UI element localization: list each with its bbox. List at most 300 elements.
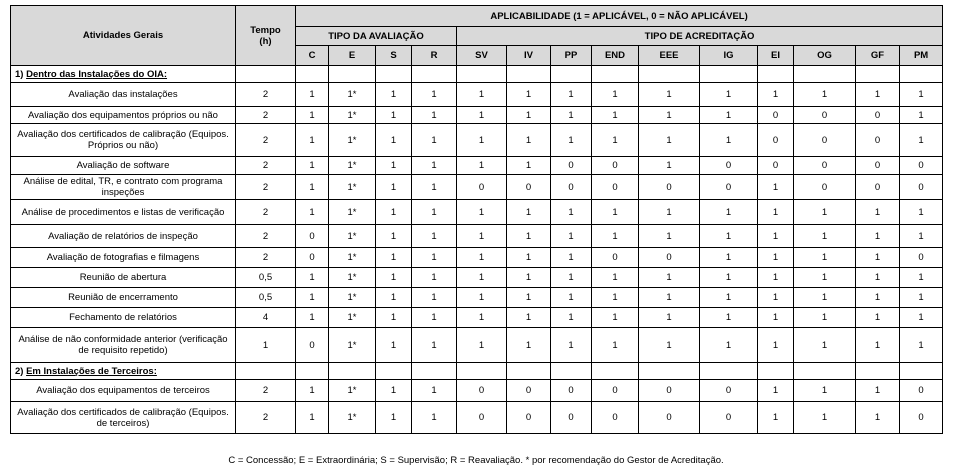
accred-cell: 1 xyxy=(700,268,758,288)
activity-cell: Avaliação de relatórios de inspeção xyxy=(11,225,236,248)
accred-cell: 0 xyxy=(700,157,758,175)
accred-cell: 1 xyxy=(551,268,592,288)
section-title-cell xyxy=(11,66,236,83)
accred-cell: 1 xyxy=(457,107,507,124)
accred-col-header: IG xyxy=(700,46,758,66)
table-row xyxy=(11,83,943,107)
activity-cell: Avaliação dos equipamentos de terceiros xyxy=(11,380,236,402)
activity-cell: Análise de procedimentos e listas de verificação xyxy=(11,200,236,225)
eval-cell: 1 xyxy=(376,107,412,124)
accred-cell: 1 xyxy=(856,288,900,308)
accred-cell: 1 xyxy=(758,175,794,200)
accred-cell: 1 xyxy=(900,328,943,363)
time-cell: 2 xyxy=(236,380,296,402)
activity-cell: Fechamento de relatórios xyxy=(11,308,236,328)
time-cell: 2 xyxy=(236,107,296,124)
activity-cell: Avaliação de fotografias e filmagens xyxy=(11,248,236,268)
accred-cell: 1 xyxy=(507,308,551,328)
accred-cell: 1 xyxy=(639,268,700,288)
accred-cell: 1 xyxy=(758,402,794,434)
empty-cell xyxy=(551,66,592,83)
time-cell: 0,5 xyxy=(236,268,296,288)
eval-cell: 1 xyxy=(296,288,329,308)
eval-cell: 1* xyxy=(329,402,376,434)
activity-cell: Reunião de encerramento xyxy=(11,288,236,308)
accred-col-header: SV xyxy=(457,46,507,66)
accred-cell: 1 xyxy=(507,83,551,107)
accred-cell: 1 xyxy=(507,268,551,288)
accred-cell: 0 xyxy=(856,107,900,124)
accred-cell: 1 xyxy=(794,402,856,434)
empty-cell xyxy=(376,363,412,380)
accred-cell: 1 xyxy=(856,268,900,288)
accred-cell: 1 xyxy=(758,328,794,363)
accred-cell: 0 xyxy=(592,157,639,175)
accred-cell: 1 xyxy=(639,225,700,248)
time-cell: 2 xyxy=(236,248,296,268)
accred-cell: 1 xyxy=(507,288,551,308)
accred-cell: 1 xyxy=(900,124,943,157)
header-applicability: APLICABILIDADE (1 = APLICÁVEL, 0 = NÃO APLICÁVEL) xyxy=(296,6,943,27)
accred-cell: 1 xyxy=(856,328,900,363)
accred-cell: 1 xyxy=(639,200,700,225)
eval-cell: 1* xyxy=(329,328,376,363)
accred-cell: 1 xyxy=(457,308,507,328)
accred-cell: 0 xyxy=(592,248,639,268)
accred-cell: 0 xyxy=(758,124,794,157)
accred-cell: 1 xyxy=(758,268,794,288)
accred-cell: 1 xyxy=(551,107,592,124)
accred-cell: 1 xyxy=(900,200,943,225)
section-number: 1) xyxy=(15,68,24,80)
accred-cell: 0 xyxy=(639,402,700,434)
eval-cell: 1 xyxy=(412,124,457,157)
eval-cell: 1 xyxy=(376,288,412,308)
accred-cell: 1 xyxy=(592,288,639,308)
accred-cell: 0 xyxy=(856,124,900,157)
accred-cell: 1 xyxy=(700,308,758,328)
accred-cell: 1 xyxy=(794,308,856,328)
table-row xyxy=(11,268,943,288)
accred-cell: 1 xyxy=(507,124,551,157)
accred-cell: 1 xyxy=(700,200,758,225)
activity-cell: Avaliação dos certificados de calibração (Equipos. de terceiros) xyxy=(11,402,236,434)
eval-cell: 1* xyxy=(329,288,376,308)
accred-cell: 0 xyxy=(794,107,856,124)
eval-cell: 1 xyxy=(296,402,329,434)
eval-cell: 1 xyxy=(412,308,457,328)
eval-col-header: S xyxy=(376,46,412,66)
accred-cell: 0 xyxy=(592,402,639,434)
activity-cell: Reunião de abertura xyxy=(11,268,236,288)
time-cell: 4 xyxy=(236,308,296,328)
accred-cell: 0 xyxy=(856,175,900,200)
eval-cell: 1 xyxy=(296,380,329,402)
accred-cell: 0 xyxy=(758,107,794,124)
accred-cell: 1 xyxy=(592,124,639,157)
header-time xyxy=(236,6,296,66)
accred-cell: 1 xyxy=(639,308,700,328)
eval-cell: 1 xyxy=(296,107,329,124)
eval-cell: 0 xyxy=(296,328,329,363)
accred-cell: 1 xyxy=(900,288,943,308)
accred-cell: 1 xyxy=(856,225,900,248)
accred-cell: 1 xyxy=(592,268,639,288)
accred-cell: 1 xyxy=(639,288,700,308)
accred-cell: 1 xyxy=(900,83,943,107)
eval-cell: 1 xyxy=(376,83,412,107)
activity-cell: Análise de não conformidade anterior (verificação de requisito repetido) xyxy=(11,328,236,363)
empty-cell xyxy=(329,363,376,380)
table-row xyxy=(11,248,943,268)
eval-col-header: E xyxy=(329,46,376,66)
accred-cell: 0 xyxy=(507,380,551,402)
eval-cell: 1 xyxy=(376,225,412,248)
accred-cell: 1 xyxy=(700,225,758,248)
eval-cell: 1 xyxy=(296,157,329,175)
eval-cell: 1* xyxy=(329,175,376,200)
eval-cell: 1 xyxy=(296,83,329,107)
eval-cell: 1 xyxy=(376,402,412,434)
eval-cell: 1* xyxy=(329,268,376,288)
accred-cell: 0 xyxy=(551,157,592,175)
accred-cell: 1 xyxy=(457,225,507,248)
accred-cell: 1 xyxy=(794,288,856,308)
empty-cell xyxy=(639,66,700,83)
empty-cell xyxy=(592,363,639,380)
accred-col-header: IV xyxy=(507,46,551,66)
accred-cell: 0 xyxy=(507,175,551,200)
eval-cell: 1* xyxy=(329,200,376,225)
accred-cell: 1 xyxy=(457,83,507,107)
accred-cell: 1 xyxy=(457,288,507,308)
time-cell: 2 xyxy=(236,157,296,175)
eval-cell: 1 xyxy=(376,380,412,402)
activity-cell: Análise de edital, TR, e contrato com programa inspeções xyxy=(11,175,236,200)
empty-cell xyxy=(236,363,296,380)
accred-cell: 1 xyxy=(758,200,794,225)
accred-cell: 1 xyxy=(507,157,551,175)
accred-cell: 1 xyxy=(758,380,794,402)
accred-cell: 1 xyxy=(856,248,900,268)
eval-cell: 1 xyxy=(412,288,457,308)
activity-cell: Avaliação de software xyxy=(11,157,236,175)
accred-cell: 0 xyxy=(700,175,758,200)
accred-col-header: EI xyxy=(758,46,794,66)
eval-cell: 1 xyxy=(412,200,457,225)
empty-cell xyxy=(900,66,943,83)
accred-cell: 0 xyxy=(457,175,507,200)
accred-cell: 1 xyxy=(639,157,700,175)
accred-cell: 1 xyxy=(551,328,592,363)
eval-cell: 1 xyxy=(412,402,457,434)
table-row xyxy=(11,288,943,308)
accred-cell: 1 xyxy=(794,328,856,363)
table-row xyxy=(11,200,943,225)
accred-cell: 1 xyxy=(551,200,592,225)
eval-cell: 1* xyxy=(329,248,376,268)
eval-cell: 1* xyxy=(329,124,376,157)
accred-cell: 0 xyxy=(457,402,507,434)
empty-cell xyxy=(592,66,639,83)
empty-cell xyxy=(700,66,758,83)
accred-col-header: EEE xyxy=(639,46,700,66)
accred-cell: 1 xyxy=(639,83,700,107)
eval-cell: 0 xyxy=(296,248,329,268)
table-row xyxy=(11,380,943,402)
accred-cell: 1 xyxy=(794,248,856,268)
accred-cell: 1 xyxy=(592,225,639,248)
accred-cell: 1 xyxy=(507,200,551,225)
eval-cell: 1* xyxy=(329,308,376,328)
table-row xyxy=(11,107,943,124)
accred-cell: 1 xyxy=(592,328,639,363)
eval-cell: 1* xyxy=(329,107,376,124)
empty-cell xyxy=(457,66,507,83)
eval-cell: 1 xyxy=(296,124,329,157)
accred-cell: 0 xyxy=(551,175,592,200)
empty-cell xyxy=(507,363,551,380)
accred-cell: 1 xyxy=(639,107,700,124)
accred-cell: 1 xyxy=(457,248,507,268)
time-cell: 0,5 xyxy=(236,288,296,308)
empty-cell xyxy=(900,363,943,380)
time-cell: 2 xyxy=(236,83,296,107)
accred-cell: 1 xyxy=(794,225,856,248)
accred-cell: 1 xyxy=(551,83,592,107)
eval-cell: 1 xyxy=(412,83,457,107)
accred-cell: 1 xyxy=(900,225,943,248)
table-row xyxy=(11,175,943,200)
accred-cell: 1 xyxy=(794,268,856,288)
empty-cell xyxy=(551,363,592,380)
time-cell: 1 xyxy=(236,328,296,363)
table-row xyxy=(11,308,943,328)
time-cell: 2 xyxy=(236,225,296,248)
accred-cell: 1 xyxy=(700,248,758,268)
accred-cell: 1 xyxy=(507,225,551,248)
accred-cell: 1 xyxy=(700,328,758,363)
empty-cell xyxy=(639,363,700,380)
accred-cell: 1 xyxy=(551,124,592,157)
eval-cell: 1 xyxy=(376,308,412,328)
empty-cell xyxy=(236,66,296,83)
accred-cell: 1 xyxy=(507,328,551,363)
accred-cell: 0 xyxy=(639,380,700,402)
accred-cell: 1 xyxy=(457,200,507,225)
accred-cell: 1 xyxy=(900,268,943,288)
accred-cell: 1 xyxy=(700,83,758,107)
table-body xyxy=(11,66,943,434)
accred-cell: 0 xyxy=(758,157,794,175)
accred-cell: 0 xyxy=(794,175,856,200)
accred-cell: 1 xyxy=(592,83,639,107)
empty-cell xyxy=(296,66,329,83)
header-eval-type: TIPO DA AVALIAÇÃO xyxy=(296,27,457,46)
time-cell: 2 xyxy=(236,124,296,157)
section-title: Dentro das Instalações do OIA: xyxy=(26,68,168,80)
eval-col-header: C xyxy=(296,46,329,66)
accred-cell: 1 xyxy=(856,402,900,434)
empty-cell xyxy=(794,66,856,83)
accred-cell: 1 xyxy=(758,83,794,107)
accred-cell: 0 xyxy=(592,175,639,200)
accred-cell: 0 xyxy=(639,248,700,268)
accred-cell: 0 xyxy=(900,175,943,200)
empty-cell xyxy=(296,363,329,380)
eval-cell: 0 xyxy=(296,225,329,248)
accred-col-header: OG xyxy=(794,46,856,66)
eval-cell: 1 xyxy=(412,175,457,200)
eval-col-header: R xyxy=(412,46,457,66)
empty-cell xyxy=(856,66,900,83)
accred-cell: 1 xyxy=(507,248,551,268)
accred-cell: 1 xyxy=(457,328,507,363)
header-accred-type: TIPO DE ACREDITAÇÃO xyxy=(457,27,943,46)
empty-cell xyxy=(376,66,412,83)
eval-cell: 1 xyxy=(412,157,457,175)
accred-col-header: END xyxy=(592,46,639,66)
accred-cell: 1 xyxy=(457,157,507,175)
accred-cell: 0 xyxy=(900,157,943,175)
empty-cell xyxy=(758,363,794,380)
accred-cell: 1 xyxy=(856,308,900,328)
activity-cell: Avaliação dos certificados de calibração (Equipos. Próprios ou não) xyxy=(11,124,236,157)
table-row xyxy=(11,157,943,175)
table-row xyxy=(11,328,943,363)
accred-col-header: GF xyxy=(856,46,900,66)
eval-cell: 1* xyxy=(329,380,376,402)
accred-cell: 1 xyxy=(758,248,794,268)
empty-cell xyxy=(794,363,856,380)
time-cell: 2 xyxy=(236,200,296,225)
accred-cell: 1 xyxy=(758,225,794,248)
accred-cell: 0 xyxy=(507,402,551,434)
activity-cell: Avaliação dos equipamentos próprios ou não xyxy=(11,107,236,124)
accred-cell: 1 xyxy=(856,380,900,402)
accred-cell: 1 xyxy=(900,107,943,124)
accred-cell: 0 xyxy=(592,380,639,402)
accred-cell: 1 xyxy=(856,83,900,107)
eval-cell: 1 xyxy=(376,200,412,225)
accred-cell: 0 xyxy=(794,124,856,157)
accred-cell: 1 xyxy=(592,107,639,124)
accred-cell: 0 xyxy=(457,380,507,402)
eval-cell: 1 xyxy=(412,248,457,268)
empty-cell xyxy=(457,363,507,380)
accred-cell: 0 xyxy=(639,175,700,200)
empty-cell xyxy=(758,66,794,83)
empty-cell xyxy=(329,66,376,83)
applicability-table-wrapper xyxy=(10,5,943,434)
eval-cell: 1 xyxy=(376,157,412,175)
accred-cell: 1 xyxy=(758,308,794,328)
accred-cell: 1 xyxy=(507,107,551,124)
eval-cell: 1 xyxy=(376,268,412,288)
eval-cell: 1 xyxy=(296,308,329,328)
accred-cell: 1 xyxy=(700,107,758,124)
accred-cell: 0 xyxy=(551,380,592,402)
eval-cell: 1 xyxy=(296,268,329,288)
accred-cell: 0 xyxy=(700,402,758,434)
accred-cell: 1 xyxy=(639,328,700,363)
accred-cell: 1 xyxy=(794,200,856,225)
accred-cell: 0 xyxy=(900,380,943,402)
accred-cell: 1 xyxy=(592,200,639,225)
eval-cell: 1 xyxy=(412,107,457,124)
empty-cell xyxy=(700,363,758,380)
accred-cell: 0 xyxy=(900,248,943,268)
accred-cell: 0 xyxy=(700,380,758,402)
accred-col-header: PM xyxy=(900,46,943,66)
empty-cell xyxy=(856,363,900,380)
accred-cell: 0 xyxy=(551,402,592,434)
accred-cell: 1 xyxy=(700,288,758,308)
section-row xyxy=(11,363,943,380)
time-cell: 2 xyxy=(236,402,296,434)
eval-cell: 1* xyxy=(329,157,376,175)
eval-cell: 1 xyxy=(296,200,329,225)
applicability-table xyxy=(10,5,943,434)
accred-cell: 1 xyxy=(856,200,900,225)
eval-cell: 1 xyxy=(296,175,329,200)
accred-cell: 1 xyxy=(551,308,592,328)
accred-cell: 1 xyxy=(457,124,507,157)
accred-cell: 0 xyxy=(794,157,856,175)
header-time-unit: (h) xyxy=(259,35,272,47)
accred-cell: 1 xyxy=(900,308,943,328)
header-activities: Atividades Gerais xyxy=(11,6,236,66)
eval-cell: 1* xyxy=(329,225,376,248)
legend-note: C = Concessão; E = Extraordinária; S = Supervisão; R = Reavaliação. * por recomendação do Gestor de Acreditação. xyxy=(228,455,724,466)
accred-cell: 1 xyxy=(639,124,700,157)
eval-cell: 1 xyxy=(376,175,412,200)
accred-cell: 0 xyxy=(856,157,900,175)
eval-cell: 1 xyxy=(376,328,412,363)
section-number: 2) xyxy=(15,365,24,377)
section-title-cell xyxy=(11,363,236,380)
accred-cell: 1 xyxy=(551,225,592,248)
eval-cell: 1* xyxy=(329,83,376,107)
accred-cell: 1 xyxy=(700,124,758,157)
accred-cell: 1 xyxy=(551,248,592,268)
eval-cell: 1 xyxy=(412,225,457,248)
empty-cell xyxy=(412,66,457,83)
table-row xyxy=(11,402,943,434)
accred-cell: 0 xyxy=(900,402,943,434)
accred-cell: 1 xyxy=(794,380,856,402)
eval-cell: 1 xyxy=(412,328,457,363)
eval-cell: 1 xyxy=(376,248,412,268)
empty-cell xyxy=(412,363,457,380)
header-time-label: Tempo xyxy=(250,24,281,36)
eval-cell: 1 xyxy=(376,124,412,157)
accred-cell: 1 xyxy=(551,288,592,308)
accred-cell: 1 xyxy=(457,268,507,288)
time-cell: 2 xyxy=(236,175,296,200)
table-row xyxy=(11,124,943,157)
activity-cell: Avaliação das instalações xyxy=(11,83,236,107)
section-title: Em Instalações de Terceiros: xyxy=(26,365,157,377)
eval-cell: 1 xyxy=(412,380,457,402)
accred-col-header: PP xyxy=(551,46,592,66)
eval-cell: 1 xyxy=(412,268,457,288)
accred-cell: 1 xyxy=(794,83,856,107)
accred-cell: 1 xyxy=(592,308,639,328)
empty-cell xyxy=(507,66,551,83)
section-row xyxy=(11,66,943,83)
accred-cell: 1 xyxy=(758,288,794,308)
